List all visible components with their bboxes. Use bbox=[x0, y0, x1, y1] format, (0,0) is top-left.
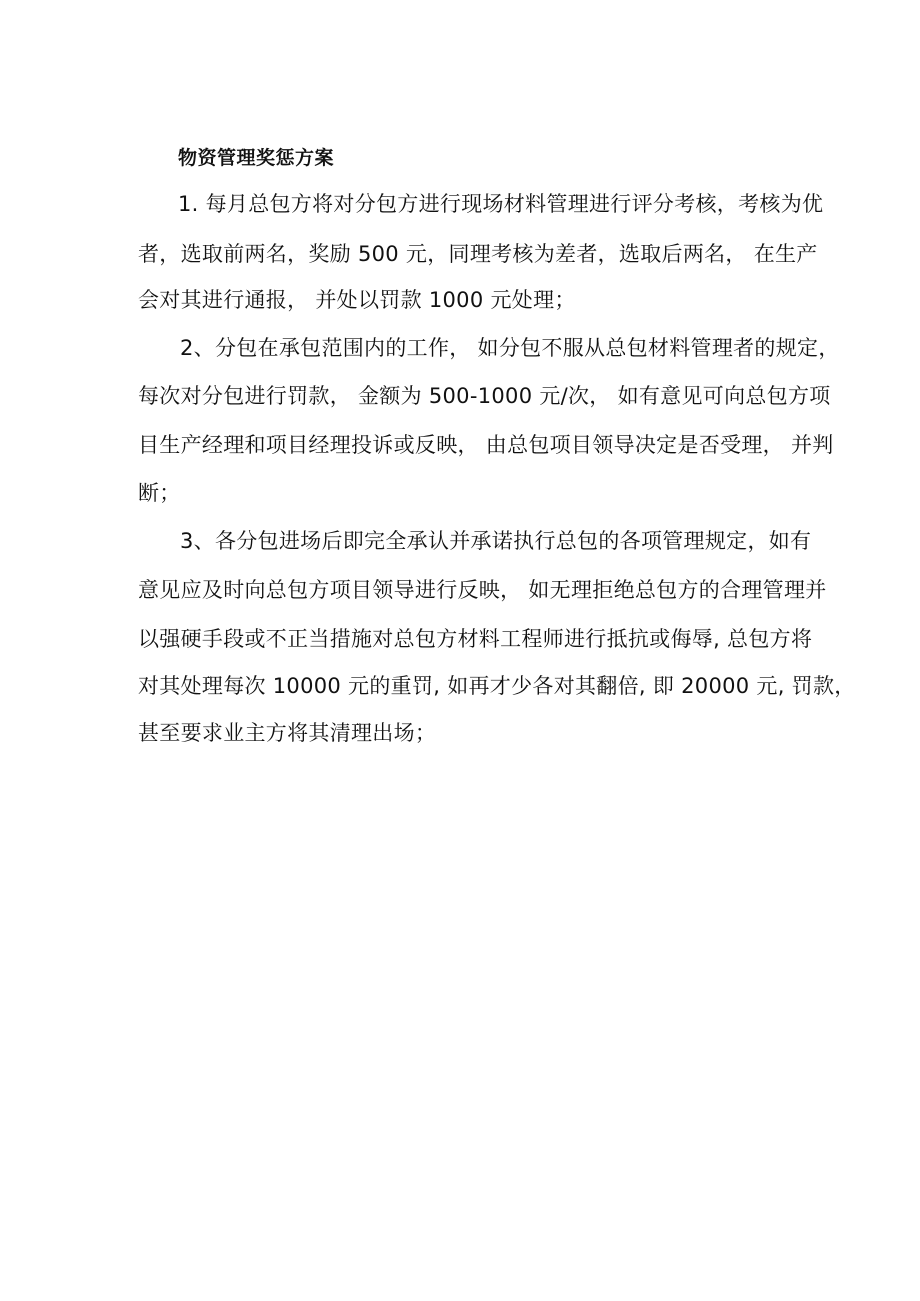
paragraph-3-line-3: 以强硬手段或不正当措施对总包方材料工程师进行抵抗或侮辱, 总包方将 bbox=[138, 627, 813, 651]
paragraph-3-line-1: 3、各分包进场后即完全承认并承诺执行总包的各项管理规定，如有 bbox=[180, 529, 812, 553]
paragraph-2-line-4: 断； bbox=[138, 481, 181, 505]
paragraph-2-line-1: 2、分包在承包范围内的工作， 如分包不服从总包材料管理者的规定， bbox=[180, 336, 840, 360]
paragraph-2-line-3: 目生产经理和项目经理投诉或反映， 由总包项目领导决定是否受理， 并判 bbox=[138, 433, 834, 457]
paragraph-3-line-2: 意见应及时向总包方项目领导进行反映， 如无理拒绝总包方的合理管理并 bbox=[138, 578, 827, 602]
paragraph-3-line-4: 对其处理每次 10000 元的重罚, 如再才少各对其翻倍, 即 20000 元, 罚款， bbox=[138, 674, 856, 698]
paragraph-1-line-1: 1. 每月总包方将对分包方进行现场材料管理进行评分考核，考核为优 bbox=[178, 192, 824, 216]
paragraph-1-line-3: 会对其进行通报， 并处以罚款 1000 元处理； bbox=[138, 288, 576, 312]
paragraph-1-line-2: 者，选取前两名，奖励 500 元，同理考核为差者，选取后两名， 在生产 bbox=[138, 242, 818, 266]
paragraph-3-line-5: 甚至要求业主方将其清理出场； bbox=[138, 721, 437, 745]
document-title: 物资管理奖惩方案 bbox=[178, 147, 335, 169]
paragraph-2-line-2: 每次对分包进行罚款， 金额为 500-1000 元/次， 如有意见可向总包方项 bbox=[138, 384, 831, 408]
